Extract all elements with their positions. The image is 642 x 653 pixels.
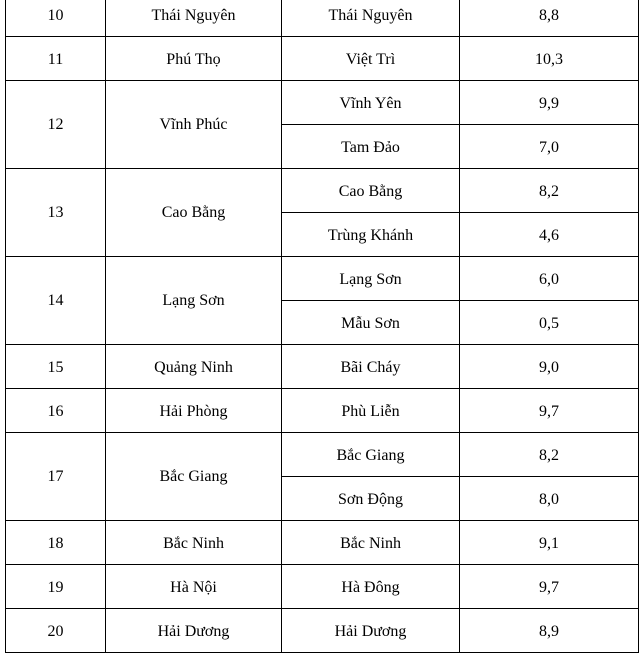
table-row xyxy=(6,345,639,389)
station-value: 9,1 xyxy=(460,521,639,565)
row-number: 11 xyxy=(6,37,106,81)
province-name: Cao Bằng xyxy=(106,169,282,257)
station-name: Bắc Ninh xyxy=(282,521,460,565)
station-value: 8,2 xyxy=(460,433,639,477)
station-name: Mẫu Sơn xyxy=(282,301,460,345)
station-name: Việt Trì xyxy=(282,37,460,81)
row-number: 19 xyxy=(6,565,106,609)
province-name: Hải Dương xyxy=(106,609,282,653)
table-row xyxy=(6,169,639,213)
station-name: Trùng Khánh xyxy=(282,213,460,257)
station-value: 0,5 xyxy=(460,301,639,345)
station-value: 8,8 xyxy=(460,0,639,37)
station-value: 9,9 xyxy=(460,81,639,125)
station-name: Hải Dương xyxy=(282,609,460,653)
table-row xyxy=(6,521,639,565)
row-number: 15 xyxy=(6,345,106,389)
station-value: 6,0 xyxy=(460,257,639,301)
station-name: Cao Bằng xyxy=(282,169,460,213)
table-row xyxy=(6,37,639,81)
table-row xyxy=(6,257,639,301)
station-name: Tam Đảo xyxy=(282,125,460,169)
province-name: Thái Nguyên xyxy=(106,0,282,37)
station-value: 9,7 xyxy=(460,389,639,433)
row-number: 14 xyxy=(6,257,106,345)
station-value: 8,9 xyxy=(460,609,639,653)
station-name: Hà Đông xyxy=(282,565,460,609)
station-name: Lạng Sơn xyxy=(282,257,460,301)
row-number: 12 xyxy=(6,81,106,169)
station-name: Phù Liễn xyxy=(282,389,460,433)
province-name: Hải Phòng xyxy=(106,389,282,433)
province-name: Quảng Ninh xyxy=(106,345,282,389)
table-row xyxy=(6,565,639,609)
station-value: 4,6 xyxy=(460,213,639,257)
province-name: Vĩnh Phúc xyxy=(106,81,282,169)
station-name: Sơn Động xyxy=(282,477,460,521)
table-row xyxy=(6,609,639,653)
row-number: 17 xyxy=(6,433,106,521)
temperature-table xyxy=(5,0,639,653)
station-name: Bắc Giang xyxy=(282,433,460,477)
province-name: Lạng Sơn xyxy=(106,257,282,345)
station-name: Bãi Cháy xyxy=(282,345,460,389)
station-value: 9,0 xyxy=(460,345,639,389)
station-value: 7,0 xyxy=(460,125,639,169)
table-row xyxy=(6,389,639,433)
station-value: 9,7 xyxy=(460,565,639,609)
row-number: 20 xyxy=(6,609,106,653)
table-row xyxy=(6,81,639,125)
row-number: 10 xyxy=(6,0,106,37)
row-number: 18 xyxy=(6,521,106,565)
province-name: Bắc Ninh xyxy=(106,521,282,565)
table-row xyxy=(6,0,639,37)
station-name: Thái Nguyên xyxy=(282,0,460,37)
station-value: 10,3 xyxy=(460,37,639,81)
table-row xyxy=(6,433,639,477)
province-name: Bắc Giang xyxy=(106,433,282,521)
row-number: 16 xyxy=(6,389,106,433)
station-value: 8,0 xyxy=(460,477,639,521)
station-name: Vĩnh Yên xyxy=(282,81,460,125)
station-value: 8,2 xyxy=(460,169,639,213)
province-name: Phú Thọ xyxy=(106,37,282,81)
province-name: Hà Nội xyxy=(106,565,282,609)
row-number: 13 xyxy=(6,169,106,257)
